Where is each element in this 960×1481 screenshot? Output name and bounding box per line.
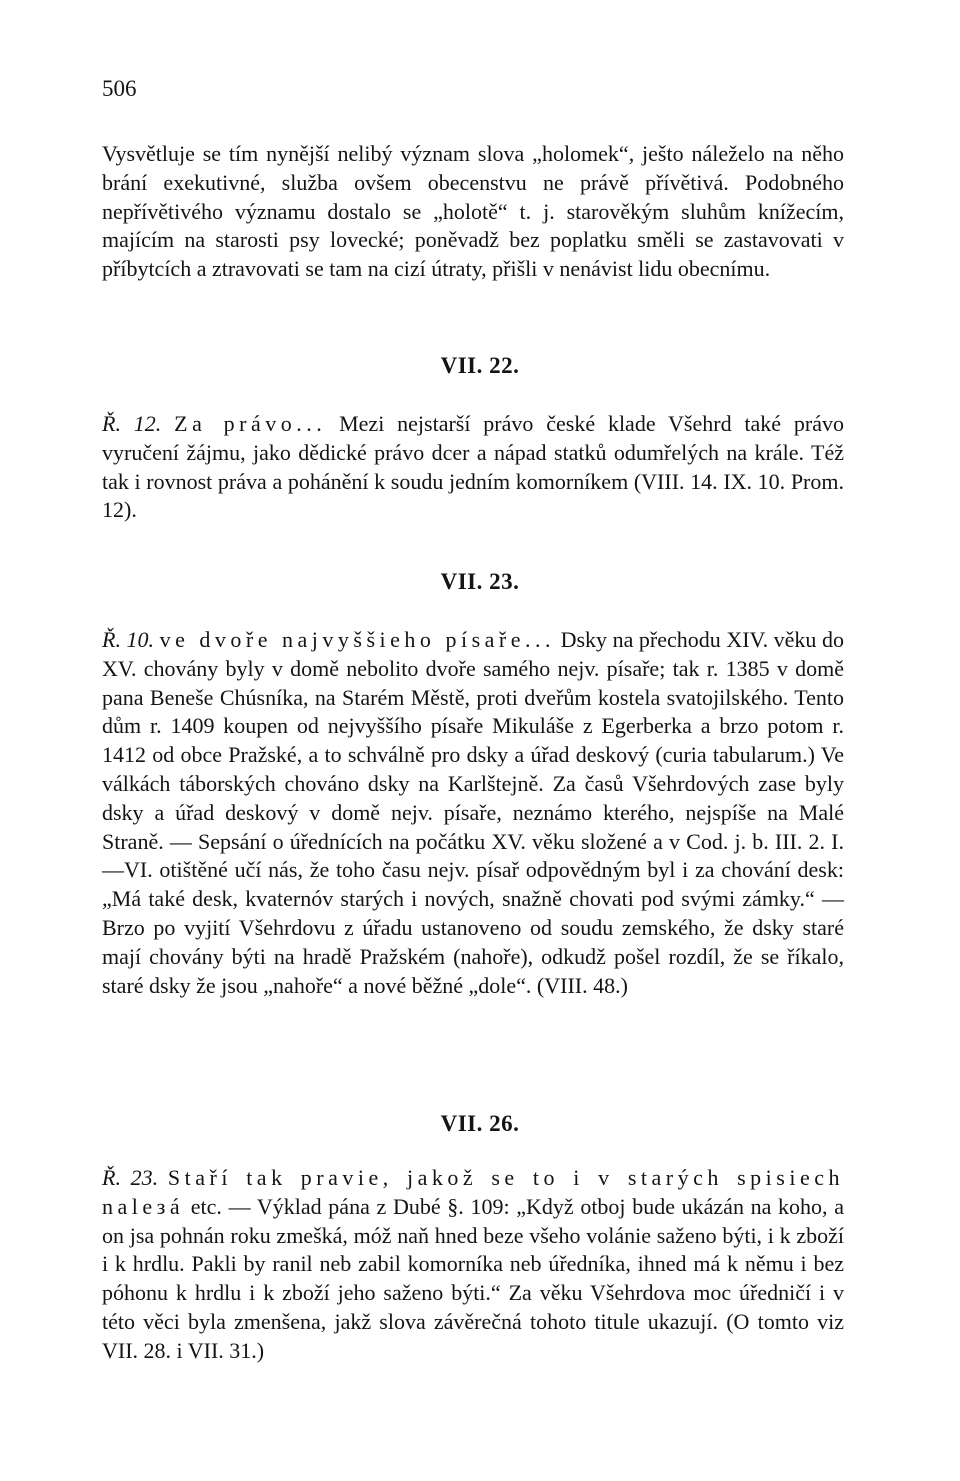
paragraph-text: Dsky na přechodu XIV. věku do XV. chovány byly v domě nebolito dvoře samého nejv. písaře; tak r. 1385 v domě pana Beneše Chúsníka, na Starém Městě, proti dveřům kostela svatojilského. Tento dům r. 1409 koupen od nejvyššího písaře Mikuláše z Egerberka a brzo potom r. 1412 od obce Pražské, a to schválně pro dsky a úřad deskový (curia tabularum.) Ve válkách táborských chováno dsky na Karlštejně. Za časů Všehrdových zase byly dsky a úřad deskový v domě nejv. písaře, neznámo kterého, nejspíše na Malé Straně. — Sepsání o úřednících na počátku XV. věku složené a v Cod. j. b. III. 2. I.—VI. otištěné učí nás, že toho času nejv. písař odpovědným byl i za chování desk: „Má také desk, kvaternóv starých i nových, snažně chovati pod svými zámky.“ — Brzo po vyjití Všehrdovu z úřadu ustanoveno od soudu zemského, že dsky staré mají chovány býti na hradě Pražském (nahoře), odkudž pošel rozdíl, že se říkalo, staré dsky že jsou „nahoře“ a nové běžné „dole“. (VIII. 48.) bbox=[102, 627, 844, 998]
paragraph-text: etc. — Výklad pána z Dubé §. 109: „Když otboj bude ukázán na koho, a on jsa pohnán roku zmešká, móž naň hned beze všeho volánie saženo býti, i k zboží i k hrdlu. Pakli by ranil neb zabil komorníka neb úředníka, ihned má k němu i bez póhonu k hrdlu i k zboží jeho saženo býti.“ Za věku Všehrdova moc úředničí i v této věci byla zmenšena, jakž slova závěrečná tohoto titule ukazují. (O tomto viz VII. 28. i VII. 31.) bbox=[102, 1193, 844, 1363]
page-number: 506 bbox=[102, 76, 137, 101]
section-heading-vii-23: VII. 23. bbox=[440, 569, 520, 594]
section-paragraph-vii-22 bbox=[102, 410, 844, 525]
section-paragraph-vii-23 bbox=[102, 626, 844, 1000]
paragraph-text: Mezi nejstarší právo české klade Všehrd také právo vyručení žájmu, jako dědické právo dcer a nápad statků odumřelých na krále. Též tak i rovnost práva a pohánění k soudu jedním komorníkem (VIII. 14. IX. 10. Prom. 12). bbox=[102, 411, 844, 523]
quoted-phrase: Za právo... bbox=[174, 411, 327, 436]
section-heading-vii-26: VII. 26. bbox=[440, 1111, 520, 1136]
quoted-phrase: ve dvoře najvyššieho písaře... bbox=[159, 627, 556, 652]
paragraph-reference: Ř. 10. bbox=[102, 627, 154, 652]
paragraph-reference: Ř. 12. bbox=[102, 411, 162, 436]
section-paragraph-vii-26 bbox=[102, 1164, 844, 1366]
paragraph-reference: Ř. 23. bbox=[102, 1165, 159, 1190]
intro-text: Vysvětluje se tím nynější nelibý význam slova „holomek“, ješto náleželo na něho brání exekutivné, služba ovšem obecenstvu ne právě přívětivá. Podobného nepřívětivého významu dostalo se „holotě“ t. j. starověkým sluhům knížecím, majícím na starosti psy lovecké; poněvadž bez poplatku směli se zastavovati v příbytcích a ztravovati se tam na cizí útraty, přišli v nenávist lidu obecnímu. bbox=[102, 141, 844, 282]
quoted-phrase: Staří tak pravie, jakož se to i v starých spisiech naleзá bbox=[102, 1165, 844, 1219]
intro-paragraph bbox=[102, 140, 844, 284]
section-heading-vii-22: VII. 22. bbox=[440, 353, 520, 378]
